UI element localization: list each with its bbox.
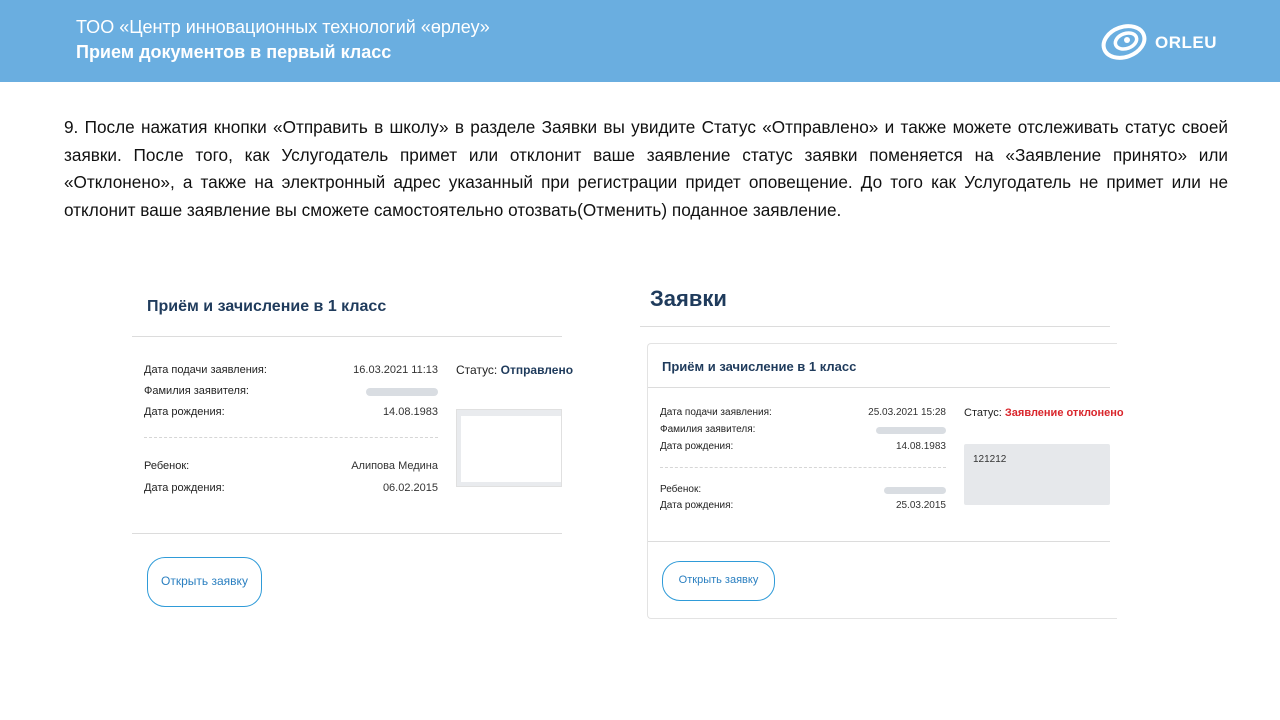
comment-box <box>456 409 562 487</box>
open-application-button[interactable]: Открыть заявку <box>662 561 775 601</box>
card-title: Приём и зачисление в 1 класс <box>147 298 387 315</box>
blurred-surname <box>366 388 438 396</box>
status-label: Статус: <box>964 407 1002 419</box>
birth-date-label: Дата рождения: <box>660 441 734 452</box>
applications-heading: Заявки <box>650 286 727 311</box>
card-title: Приём и зачисление в 1 класс <box>662 359 857 374</box>
status-label: Статус: <box>456 363 498 377</box>
status-line <box>456 363 573 377</box>
child-birth-label: Дата рождения: <box>660 500 734 511</box>
applicant-surname-label: Фамилия заявителя: <box>144 385 249 397</box>
blurred-child-name <box>884 487 946 494</box>
open-application-button[interactable]: Открыть заявку <box>147 557 262 607</box>
application-date-label: Дата подачи заявления: <box>144 364 267 376</box>
divider <box>648 541 1110 542</box>
status-line <box>964 407 1124 419</box>
application-date-label: Дата подачи заявления: <box>660 407 772 418</box>
application-date-value: 25.03.2021 15:28 <box>868 407 946 418</box>
dashed-divider <box>144 437 438 438</box>
slide-subtitle: Прием документов в первый класс <box>76 42 392 62</box>
child-birth-value: 25.03.2015 <box>895 500 946 511</box>
birth-date-label: Дата рождения: <box>144 406 225 418</box>
birth-date-value: 14.08.1983 <box>895 441 946 452</box>
orleu-swirl-icon <box>1100 22 1150 62</box>
child-name-value: Алипова Медина <box>351 460 438 472</box>
child-birth-label: Дата рождения: <box>144 482 225 494</box>
dashed-divider <box>660 467 946 468</box>
child-birth-value: 06.02.2015 <box>382 482 438 494</box>
child-label: Ребенок: <box>660 484 702 495</box>
application-date-value: 16.03.2021 11:13 <box>353 364 438 376</box>
divider <box>132 336 562 337</box>
applicant-surname-label: Фамилия заявителя: <box>660 424 756 435</box>
birth-date-value: 14.08.1983 <box>382 406 438 418</box>
child-label: Ребенок: <box>144 460 190 472</box>
instruction-paragraph: 9. После нажатия кнопки «Отправить в школу» в разделе Заявки вы увидите Статус «Отправлено» и также можете отслеживать статус своей заявки. После того, как Услугодатель примет или отклонит ваше заявление статус заявки поменяется на «Заявление принято» или «Отклонено», а также на электронный адрес указанный при регистрации придет оповещение. До того как Услугодатель не примет или не отклонит ваше заявление вы сможете самостоятельно отозвать(Отменить) поданное заявление. <box>64 117 1228 220</box>
divider <box>648 387 1110 388</box>
logo-text: ORLEU <box>1155 33 1217 52</box>
header-bar <box>0 0 1280 82</box>
divider <box>132 533 562 534</box>
status-badge: Отправлено <box>500 363 574 377</box>
organization-name: ТОО «Центр инновационных технологий «өрлеу» <box>76 17 490 37</box>
comment-box <box>964 444 1110 505</box>
orleu-logo <box>1100 22 1230 62</box>
blurred-surname <box>876 427 946 434</box>
divider <box>640 326 1110 327</box>
status-badge: Заявление отклонено <box>1004 407 1124 419</box>
comment-text: 121212 <box>973 454 1007 465</box>
